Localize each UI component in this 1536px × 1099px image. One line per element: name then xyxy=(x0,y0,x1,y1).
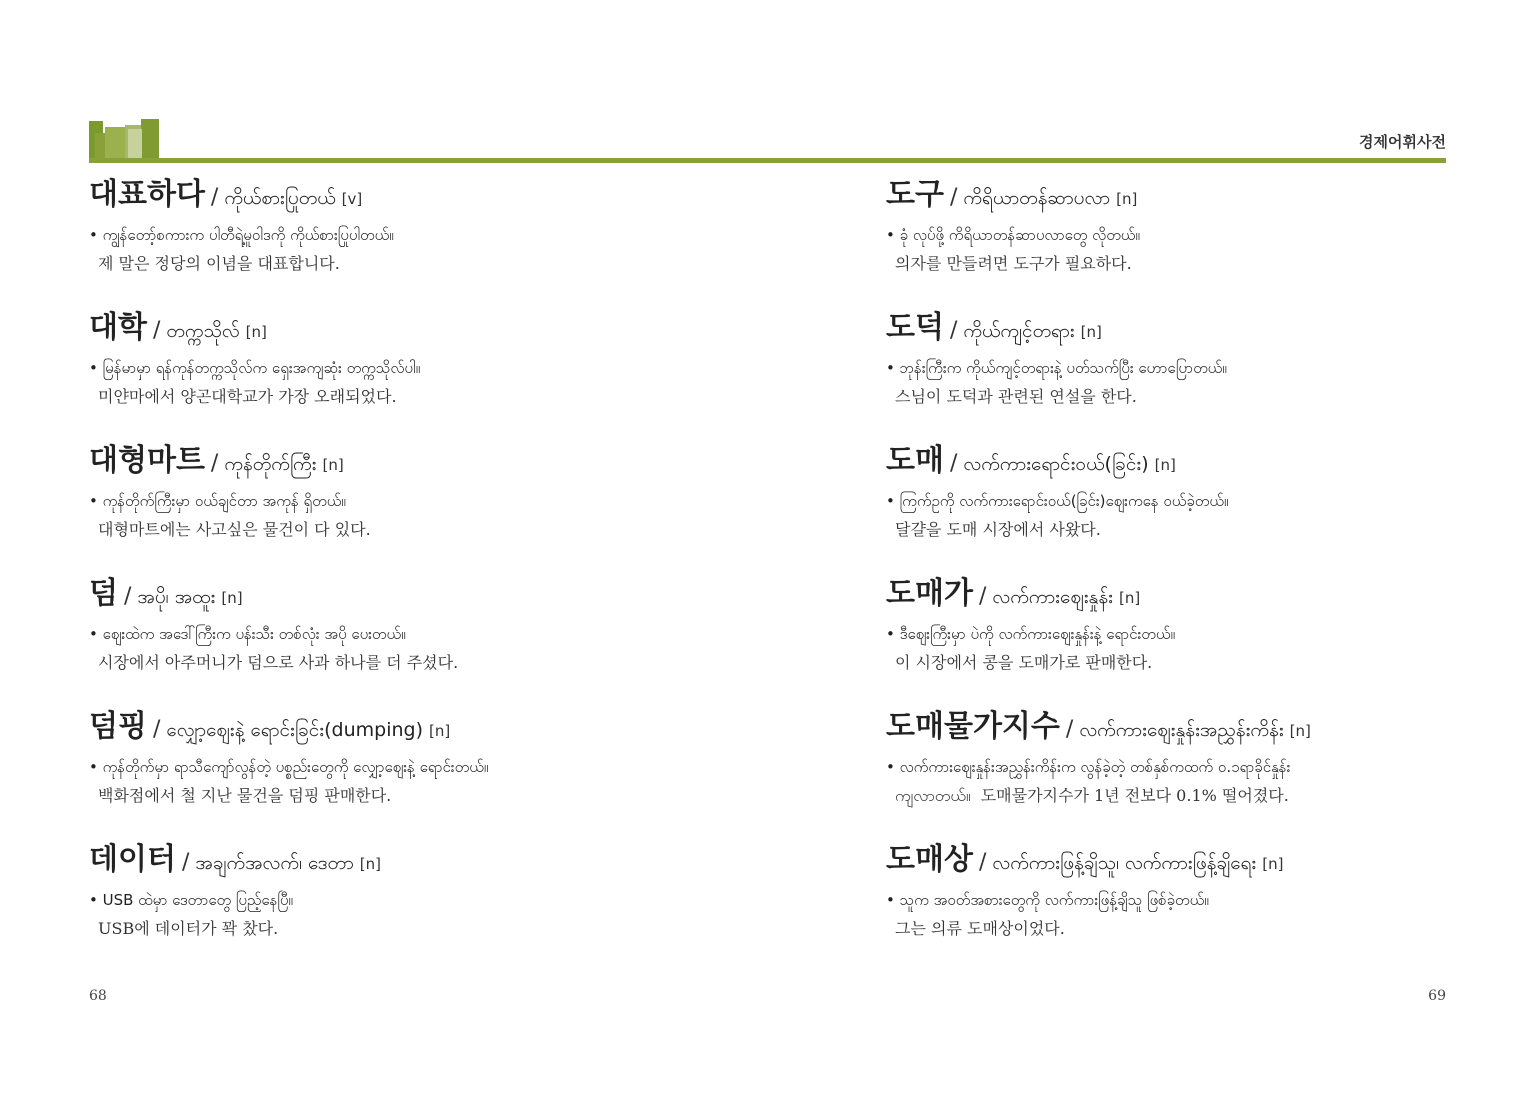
example-translation: USB에 데이터가 꽉 찼다. xyxy=(98,919,279,938)
headword: 덤 xyxy=(89,576,118,611)
example-translation: 달걀을 도매 시장에서 사왔다. xyxy=(895,520,1101,539)
example-translation: 시장에서 아주머니가 덤으로 사과 하나를 더 주셨다. xyxy=(98,653,459,672)
part-of-speech: [n] xyxy=(359,855,382,873)
headword-line xyxy=(89,441,729,481)
example-sentence: • USB ထဲမှာ ဒေတာတွေ ပြည့်နေပြီ။ xyxy=(89,891,293,909)
part-of-speech: [v] xyxy=(341,190,363,208)
example-translation: 도매물가지수가 1년 전보다 0.1% 떨어졌다. xyxy=(980,786,1289,805)
page-number-left: 68 xyxy=(89,988,107,1004)
headword-line xyxy=(89,840,729,880)
meaning: အပို၊ အထူး xyxy=(137,586,216,608)
example-sentence: • ခုံ လုပ်ဖို့ ကိရိယာတန်ဆာပလာတွေ လိုတယ်။ xyxy=(886,226,1140,244)
meaning: ကိုယ်ကျင့်တရား xyxy=(963,320,1075,342)
headword: 도구 xyxy=(886,177,944,212)
meaning: လက်ကားရောင်းဝယ်(ခြင်း) xyxy=(963,453,1149,475)
meaning: အချက်အလက်၊ ဒေတာ xyxy=(195,852,354,874)
headword-line xyxy=(886,574,1526,614)
dictionary-entry xyxy=(89,707,729,840)
headword-line xyxy=(89,707,729,747)
separator: / xyxy=(1065,717,1074,742)
headword-line xyxy=(89,574,729,614)
separator: / xyxy=(152,318,161,343)
example-translation: 미얀마에서 양곤대학교가 가장 오래되었다. xyxy=(98,387,397,406)
meaning: လက်ကားဖြန့်ချိသူ၊ လက်ကားဖြန့်ချိရေး xyxy=(992,852,1257,874)
headword: 대학 xyxy=(89,310,147,345)
example-translation: 그는 의류 도매상이었다. xyxy=(895,919,1065,938)
headword: 대표하다 xyxy=(89,177,205,212)
headword-line xyxy=(89,175,729,215)
separator: / xyxy=(978,850,987,875)
example-translation: 제 말은 정당의 이념을 대표합니다. xyxy=(98,254,340,273)
meaning: လက်ကားဈေးနှုန်းအညွှန်းကိန်း xyxy=(1079,719,1284,741)
headword: 도매 xyxy=(886,443,944,478)
dictionary-entry xyxy=(886,308,1526,441)
separator: / xyxy=(123,584,132,609)
header-rule xyxy=(89,158,1446,163)
dictionary-entry xyxy=(89,574,729,707)
left-column xyxy=(89,175,729,973)
logo-block xyxy=(141,119,159,159)
headword-line xyxy=(886,308,1526,348)
example-translation: 대형마트에는 사고싶은 물건이 다 있다. xyxy=(98,520,371,539)
meaning: ကုန်တိုက်ကြီး xyxy=(224,453,317,475)
dictionary-entry xyxy=(89,441,729,574)
separator: / xyxy=(210,185,219,210)
part-of-speech: [n] xyxy=(1154,456,1176,474)
dictionary-entry xyxy=(886,574,1526,707)
part-of-speech: [n] xyxy=(221,589,243,607)
dictionary-entry xyxy=(886,840,1526,973)
header-logo-blocks xyxy=(89,117,161,159)
headword-line xyxy=(886,707,1526,747)
part-of-speech: [n] xyxy=(245,323,267,341)
dictionary-entry xyxy=(886,175,1526,308)
separator: / xyxy=(978,584,987,609)
headword: 도매물가지수 xyxy=(886,709,1060,744)
example-sentence: • ကြက်ဥကို လက်ကားရောင်းဝယ်(ခြင်း)ဈေးကနေ ဝယ်ခဲ့တယ်။ xyxy=(886,492,1229,510)
page-number-right: 69 xyxy=(1428,988,1446,1004)
headword: 대형마트 xyxy=(89,443,205,478)
example-sentence: • လက်ကားဈေးနှုန်းအညွှန်းကိန်းက လွန်ခဲ့တဲ့ တစ်နှစ်ကထက် ၀.၁ရာခိုင်နှုန်း xyxy=(886,758,1291,776)
example-translation-line xyxy=(886,785,1526,807)
headword-line xyxy=(89,308,729,348)
part-of-speech: [n] xyxy=(1116,190,1138,208)
meaning: ကိုယ်စားပြုတယ် xyxy=(224,187,336,209)
meaning: ကိရိယာတန်ဆာပလာ xyxy=(963,187,1111,209)
part-of-speech: [n] xyxy=(1080,323,1102,341)
headword-line xyxy=(886,840,1526,880)
headword: 덤핑 xyxy=(89,709,147,744)
example-sentence: • ကုန်တိုက်ကြီးမှာ ဝယ်ချင်တာ အကုန် ရှိတယ်။ xyxy=(89,492,346,510)
headword: 도매가 xyxy=(886,576,973,611)
logo-block xyxy=(105,127,127,159)
dictionary-entry xyxy=(89,175,729,308)
example-translation: 백화점에서 철 지난 물건을 덤핑 판매한다. xyxy=(98,786,392,805)
example-sentence: • ဘုန်းကြီးက ကိုယ်ကျင့်တရားနဲ့ ပတ်သက်ပြီး ဟောပြောတယ်။ xyxy=(886,359,1227,377)
meaning: တက္ကသိုလ် xyxy=(166,320,240,342)
book-title: 경제어휘사전 xyxy=(1359,133,1446,151)
part-of-speech: [n] xyxy=(1289,722,1311,740)
headword: 도매상 xyxy=(886,842,973,877)
logo-block xyxy=(128,129,142,159)
example-sentence-continued: ကျလာတယ်။ xyxy=(895,786,971,805)
meaning: လက်ကားဈေးနှုန်း xyxy=(992,586,1113,608)
separator: / xyxy=(949,318,958,343)
separator: / xyxy=(949,185,958,210)
example-sentence: • ဈေးထဲက အဒေါ်ကြီးက ပန်းသီး တစ်လုံး အပို ပေးတယ်။ xyxy=(89,625,406,643)
part-of-speech: [n] xyxy=(429,722,451,740)
part-of-speech: [n] xyxy=(322,456,344,474)
dictionary-entry xyxy=(886,707,1526,840)
meaning: လျှော့ဈေးနဲ့ ရောင်းခြင်း(dumping) xyxy=(166,719,423,741)
example-sentence: • မြန်မာမှာ ရန်ကုန်တက္ကသိုလ်က ရှေးအကျဆုံး တက္ကသိုလ်ပါ။ xyxy=(89,359,421,377)
part-of-speech: [n] xyxy=(1262,855,1284,873)
example-sentence: • သူက အဝတ်အစားတွေကို လက်ကားဖြန့်ချိသူ ဖြစ်ခဲ့တယ်။ xyxy=(886,891,1209,909)
example-sentence: • ဒီဈေးကြီးမှာ ပဲကို လက်ကားဈေးနှုန်းနဲ့ ရောင်းတယ်။ xyxy=(886,625,1175,643)
headword-line xyxy=(886,441,1526,481)
example-translation: 의자를 만들려면 도구가 필요하다. xyxy=(895,254,1132,273)
part-of-speech: [n] xyxy=(1119,589,1141,607)
example-sentence: • ကျွန်တော့်စကားက ပါတီရဲ့မူဝါဒကို ကိုယ်စားပြုပါတယ်။ xyxy=(89,226,394,244)
dictionary-entry xyxy=(89,308,729,441)
separator: / xyxy=(210,451,219,476)
example-translation: 스님이 도덕과 관련된 연설을 한다. xyxy=(895,387,1137,406)
separator: / xyxy=(181,850,190,875)
example-translation: 이 시장에서 콩을 도매가로 판매한다. xyxy=(895,653,1153,672)
separator: / xyxy=(949,451,958,476)
right-column xyxy=(886,175,1526,973)
headword-line xyxy=(886,175,1526,215)
separator: / xyxy=(152,717,161,742)
headword: 데이터 xyxy=(89,842,176,877)
dictionary-entry xyxy=(89,840,729,973)
example-sentence: • ကုန်တိုက်မှာ ရာသီကျော်လွန်တဲ့ ပစ္စည်းတွေကို လျှော့ဈေးနဲ့ ရောင်းတယ်။ xyxy=(89,758,489,776)
dictionary-entry xyxy=(886,441,1526,574)
headword: 도덕 xyxy=(886,310,944,345)
